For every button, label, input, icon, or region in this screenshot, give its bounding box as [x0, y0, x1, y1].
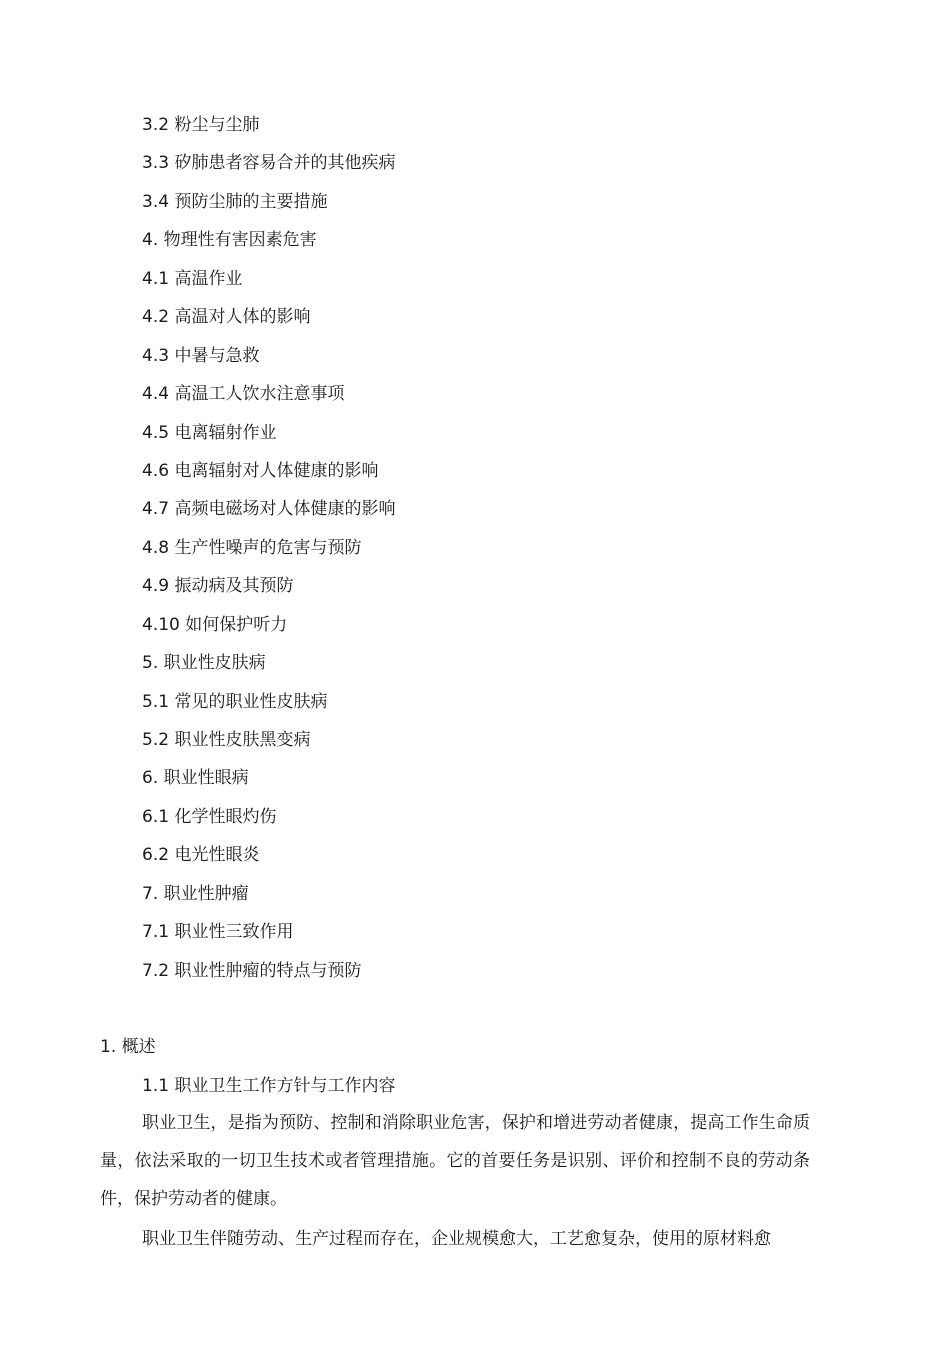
toc-item: 4.10 如何保护听力	[142, 614, 288, 635]
toc-item: 4.4 高温工人饮水注意事项	[142, 384, 345, 405]
toc-item: 3.3 矽肺患者容易合并的其他疾病	[142, 153, 396, 174]
toc-item: 6. 职业性眼病	[142, 768, 249, 789]
toc-item: 5.2 职业性皮肤黑变病	[142, 730, 311, 750]
toc-item: 4.5 电离辐射作业	[142, 422, 277, 443]
body-paragraph: 职业卫生，是指为预防、控制和消除职业危害，保护和增进劳动者健康，提高工作生命质量，依法采取的一切卫生技术或者管理措施。它的首要任务是识别、评价和控制不良的劳动条件，保护劳动者的健康。	[100, 1113, 810, 1209]
toc-item: 7.2 职业性肿瘤的特点与预防	[142, 960, 362, 981]
toc-item: 4.9 振动病及其预防	[142, 576, 294, 597]
toc-item: 7. 职业性肿瘤	[142, 883, 249, 904]
subsection-heading: 1.1 职业卫生工作方针与工作内容	[142, 1076, 396, 1096]
toc-item: 4.8 生产性噪声的危害与预防	[142, 537, 362, 558]
toc-item: 6.1 化学性眼灼伤	[142, 806, 277, 827]
toc-item: 6.2 电光性眼炎	[142, 845, 260, 866]
toc-item: 3.4 预防尘肺的主要措施	[142, 191, 328, 212]
toc-item: 7.1 职业性三致作用	[142, 922, 294, 943]
toc-item: 4.6 电离辐射对人体健康的影响	[142, 460, 379, 481]
toc-item: 4.1 高温作业	[142, 268, 243, 289]
section-heading: 1. 概述	[100, 1037, 156, 1057]
toc-item: 3.2 粉尘与尘肺	[142, 115, 260, 135]
toc-item: 4.3 中暑与急救	[142, 345, 260, 366]
body-paragraph: 职业卫生伴随劳动、生产过程而存在，企业规模愈大，工艺愈复杂，使用的原材料愈	[142, 1229, 771, 1249]
toc-item: 4.2 高温对人体的影响	[142, 307, 311, 328]
toc-item: 5. 职业性皮肤病	[142, 653, 266, 674]
toc-item: 5.1 常见的职业性皮肤病	[142, 691, 328, 712]
toc-item: 4. 物理性有害因素危害	[142, 230, 317, 251]
toc-item: 4.7 高频电磁场对人体健康的影响	[142, 499, 396, 520]
table-of-contents	[142, 111, 395, 995]
